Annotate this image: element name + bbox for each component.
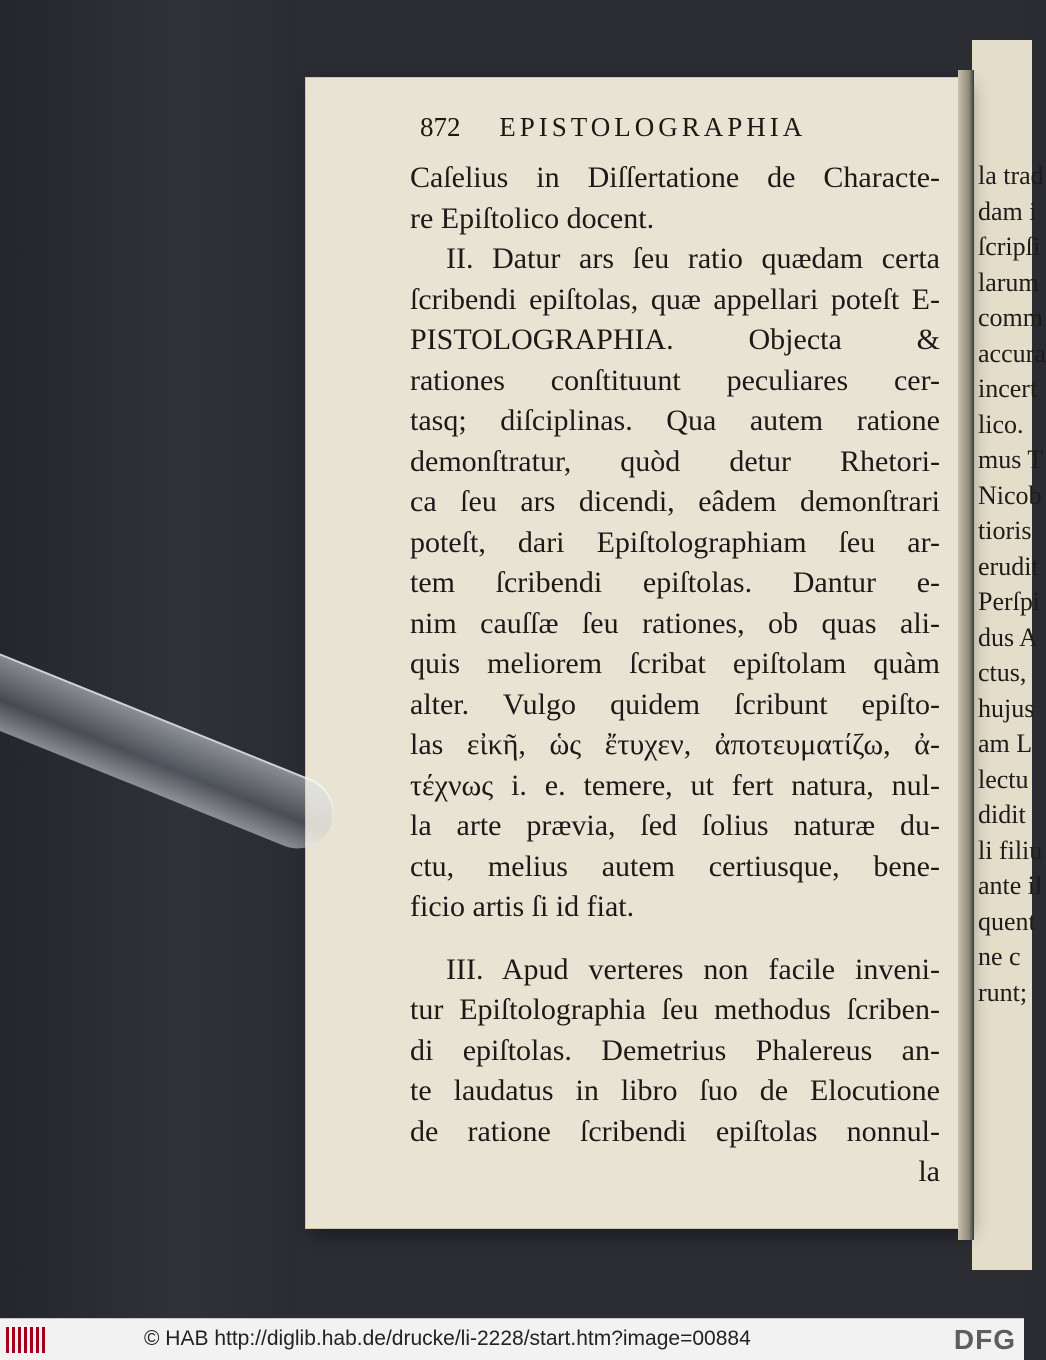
page-number: 872 (420, 112, 461, 142)
text-line: te laudatus in libro ſuo de Elocutione (410, 1074, 940, 1107)
text-line: quis meliorem ſcribat epiſtolam quàm (410, 647, 940, 680)
facing-text-line: ne c (978, 942, 1021, 971)
copyright-text: © HAB http://diglib.hab.de/drucke/li-2228/start.htm?image=00884 (144, 1327, 751, 1350)
facing-text-line: incert (978, 374, 1038, 403)
text-line: demonſtratur, quòd detur Rhetori- (410, 444, 940, 478)
dfg-logo: DFG (953, 1324, 1016, 1355)
text-line: la arte prævia, ſed ſolius naturæ du- (410, 809, 940, 842)
running-title: EPISTOLOGRAPHIA (499, 112, 807, 142)
facing-text-line: larum (978, 267, 1039, 297)
facing-text-line: erudit (978, 551, 1039, 581)
facing-text-line: lectu (978, 764, 1029, 794)
facing-text-line: runt; (978, 977, 1028, 1007)
facing-text-line: Perſpi (978, 587, 1041, 616)
text-line: tur Epiſtolographia ſeu methodus ſcriben- (410, 993, 940, 1026)
facing-text-line: Nicob (978, 480, 1042, 510)
text-line: de ratione ſcribendi epiſtolas nonnul- (410, 1114, 940, 1148)
page-body-text (410, 158, 940, 1193)
hab-barcode-logo-icon (6, 1327, 46, 1353)
facing-text-line: lico. (978, 409, 1024, 439)
text-line: re Epiſtolico docent. (410, 201, 655, 235)
text-line: rationes conſtituunt peculiares cer- (410, 363, 940, 397)
text-line: III. Apud verteres non facile inveni- (446, 952, 940, 986)
backdrop-cloth (0, 0, 300, 1318)
text-line: PISTOLOGRAPHIA. Objecta & (410, 323, 940, 356)
text-line: Caſelius in Diſſertatione de Characte- (410, 161, 940, 194)
facing-text-line: dus A (978, 622, 1038, 652)
facing-text-line: ante il (978, 871, 1043, 900)
text-line: ficio artis ſi id fiat. (410, 890, 635, 923)
facing-text-line: accura (978, 338, 1046, 368)
facing-text-line: quent (978, 906, 1036, 936)
facing-text-line: am L (978, 729, 1033, 758)
text-line: di epiſtolas. Demetrius Phalereus an- (410, 1033, 940, 1067)
facing-text-line: hujus (978, 693, 1035, 723)
facing-text-line: comm (978, 303, 1043, 332)
facing-text-line: mus T (978, 445, 1044, 474)
text-line: ca ſeu ars dicendi, eâdem demonſtrari (410, 485, 940, 518)
facing-text-line: didit (978, 800, 1026, 829)
facing-text-line: li filiu (978, 835, 1043, 865)
text-line: poteſt, dari Epiſtolographiam ſeu ar- (410, 525, 940, 559)
text-line: tasq; diſciplinas. Qua autem ratione (410, 404, 940, 437)
text-line: tem ſcribendi epiſtolas. Dantur e- (410, 566, 940, 599)
text-line: nim cauſſæ ſeu rationes, ob quas ali- (410, 606, 940, 640)
text-line: ſcribendi epiſtolas, quæ appellari poteſt E- (410, 282, 940, 316)
page-gutter (958, 70, 974, 1240)
text-line: alter. Vulgo quidem ſcribunt epiſto- (410, 687, 940, 721)
footer-bar (0, 1318, 1024, 1360)
facing-page (972, 40, 1046, 1270)
text-line: la (918, 1155, 940, 1188)
text-line: II. Datur ars ſeu ratio quædam certa (446, 242, 940, 275)
text-line: τέχνως i. e. temere, ut fert natura, nul- (410, 768, 940, 802)
facing-text-line: tioris (978, 516, 1032, 545)
text-line: las εἰκῆ, ὡς ἔτυχεν, ἀποτευματίζω, ἀ- (410, 728, 940, 761)
facing-page-text (978, 158, 1046, 1010)
facing-text-line: ſcripſi (978, 232, 1041, 261)
facing-text-line: la trad (978, 161, 1044, 190)
facing-text-line: ctus, (978, 658, 1027, 687)
text-line: ctu, melius autem certiusque, bene- (410, 849, 940, 883)
facing-text-line: dam i (978, 196, 1037, 226)
running-head (420, 112, 940, 143)
paragraph-gap (410, 928, 940, 950)
